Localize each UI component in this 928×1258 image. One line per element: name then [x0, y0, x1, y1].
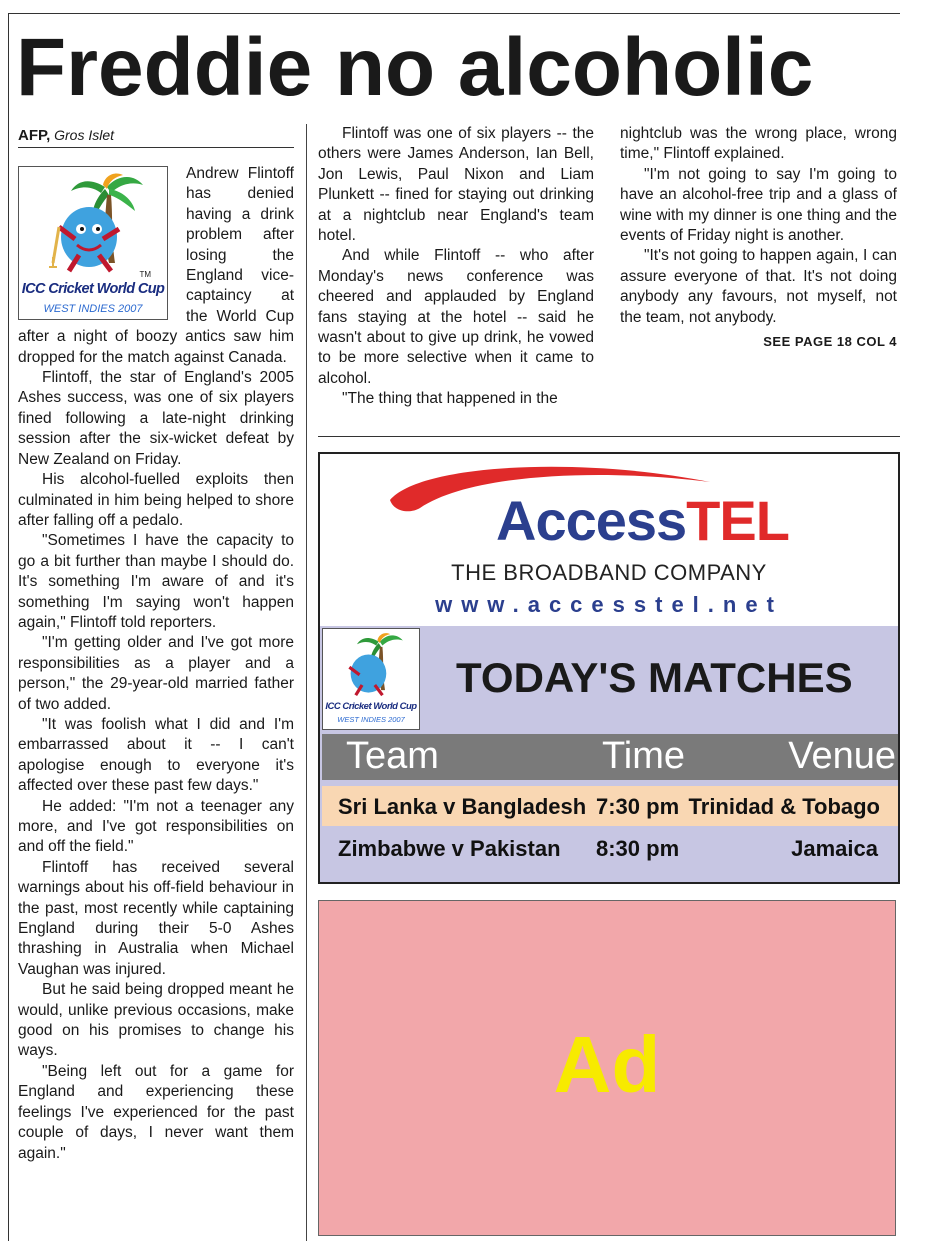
- match-venue: Jamaica: [791, 836, 878, 861]
- paragraph: But he said being dropped meant he would, unlike previous occasions, make good on his promises to change his ways.: [18, 981, 294, 1060]
- brand-logo: [496, 488, 789, 553]
- palm-tree-mascot-icon: [323, 629, 419, 699]
- brand-tagline: THE BROADBAND COMPANY: [451, 560, 767, 585]
- brand-name-part1: Access: [496, 489, 687, 552]
- table-row: [322, 786, 898, 826]
- logo-title: ICC Cricket World Cup: [325, 701, 417, 712]
- todays-matches: [320, 626, 898, 882]
- paragraph: "It's not going to happen again, I can assure everyone of that. It's not doing anybody any favours, not myself, not the team, not anybody.: [620, 247, 897, 326]
- paragraph: "It was foolish what I did and I'm embarrassed about it -- I can't apologise enough to everyone it's affected over these past few days.": [18, 715, 294, 795]
- column-header-team: Team: [346, 735, 439, 777]
- match-time: 7:30 pm: [596, 794, 680, 819]
- paragraph: "I'm not going to say I'm going to have an alcohol-free trip and a glass of wine with my dinner is one thing and the events of Friday night is another.: [620, 165, 897, 245]
- trademark: TM: [139, 270, 151, 279]
- paragraph: And while Flintoff -- who after Monday's news conference was cheered and applauded by England fans staying at the hotel -- said he wasn't about to give up drink, he vowed to be more selective when it came to alcohol.: [318, 247, 594, 387]
- table-row: [322, 828, 898, 868]
- section-rule: [318, 436, 900, 437]
- match-venue: Trinidad & Tobago: [688, 794, 880, 819]
- paragraph: "The thing that happened in the: [342, 390, 558, 408]
- article-column-2: [318, 124, 594, 410]
- byline-agency: AFP,: [18, 127, 51, 144]
- placeholder-advert[interactable]: [318, 900, 896, 1236]
- column-header-time: Time: [602, 735, 686, 777]
- left-rule: [8, 13, 9, 1241]
- brand-area: [320, 454, 898, 626]
- logo-title: ICC Cricket World Cup: [21, 281, 165, 297]
- paragraph: "Sometimes I have the capacity to go a bit further than maybe I should do. It's something I'm aware of and it's something I'm saying won't happen again," Flintoff told reporters.: [18, 532, 294, 631]
- paragraph: "Being left out for a game for England and experiencing these feelings I've experienced for the past couple of days, I never want them again.": [18, 1062, 294, 1162]
- paragraph: He added: "I'm not a teenager any more, and I've got responsibilities on and off the field.": [18, 797, 294, 856]
- match-team: Sri Lanka v Bangladesh: [338, 794, 587, 819]
- top-rule: [8, 13, 900, 14]
- paragraph: Flintoff was one of six players -- the others were James Anderson, Ian Bell, Jon Lewis, Paul Nixon and Liam Plunkett -- fined for staying out drinking at a nightclub near England's team hotel.: [318, 125, 594, 245]
- column-rule: [306, 124, 307, 1241]
- byline: [18, 126, 294, 148]
- matches-title: TODAY'S MATCHES: [456, 654, 853, 701]
- article-column-3: [620, 124, 897, 352]
- logo-subtitle: WEST INDIES 2007: [337, 715, 405, 724]
- match-time: 8:30 pm: [596, 836, 680, 861]
- article-column-1: [18, 164, 294, 1164]
- paragraph: Flintoff, the star of England's 2005 Ashes success, was one of six players fined following a late-night drinking session after the six-wicket defeat by New Zealand on Friday.: [18, 369, 294, 468]
- continuation-note[interactable]: SEE PAGE 18 COL 4: [763, 334, 897, 350]
- accesstel-advert[interactable]: [318, 452, 900, 884]
- table-header: [322, 734, 898, 780]
- byline-place: Gros Islet: [54, 127, 115, 143]
- brand-name-part2: TEL: [686, 489, 789, 552]
- paragraph: His alcohol-fuelled exploits then culminated in him being helped to shore after falling off a pedalo.: [18, 471, 294, 529]
- paragraph: Flintoff has received several warnings about his off-field behaviour in the past, most recently while captaining England during their 5-0 Ashes thrashing in Australia when Michael Vaughan was injured.: [18, 858, 294, 978]
- world-cup-logo-small: [322, 628, 420, 730]
- palm-tree-mascot-icon: [19, 167, 167, 277]
- brand-website[interactable]: www.accesstel.net: [435, 592, 783, 617]
- ad-label: Ad: [553, 1020, 661, 1109]
- paragraph: nightclub was the wrong place, wrong time," Flintoff explained.: [620, 125, 897, 163]
- world-cup-logo: [18, 166, 168, 320]
- match-team: Zimbabwe v Pakistan: [338, 836, 561, 861]
- paragraph: "I'm getting older and I've got more responsibilities as a player and a person," the 29-year-old married father of two added.: [18, 634, 294, 713]
- column-header-venue: Venue: [788, 735, 896, 777]
- paragraph: Andrew Flintoff has denied having a drink problem after losing the England vice-captaincy at the World Cup after a night of boozy antics saw him dropped for the match against Canada.: [18, 165, 294, 366]
- logo-subtitle: WEST INDIES 2007: [43, 303, 143, 315]
- headline: Freddie no alcoholic: [16, 22, 814, 113]
